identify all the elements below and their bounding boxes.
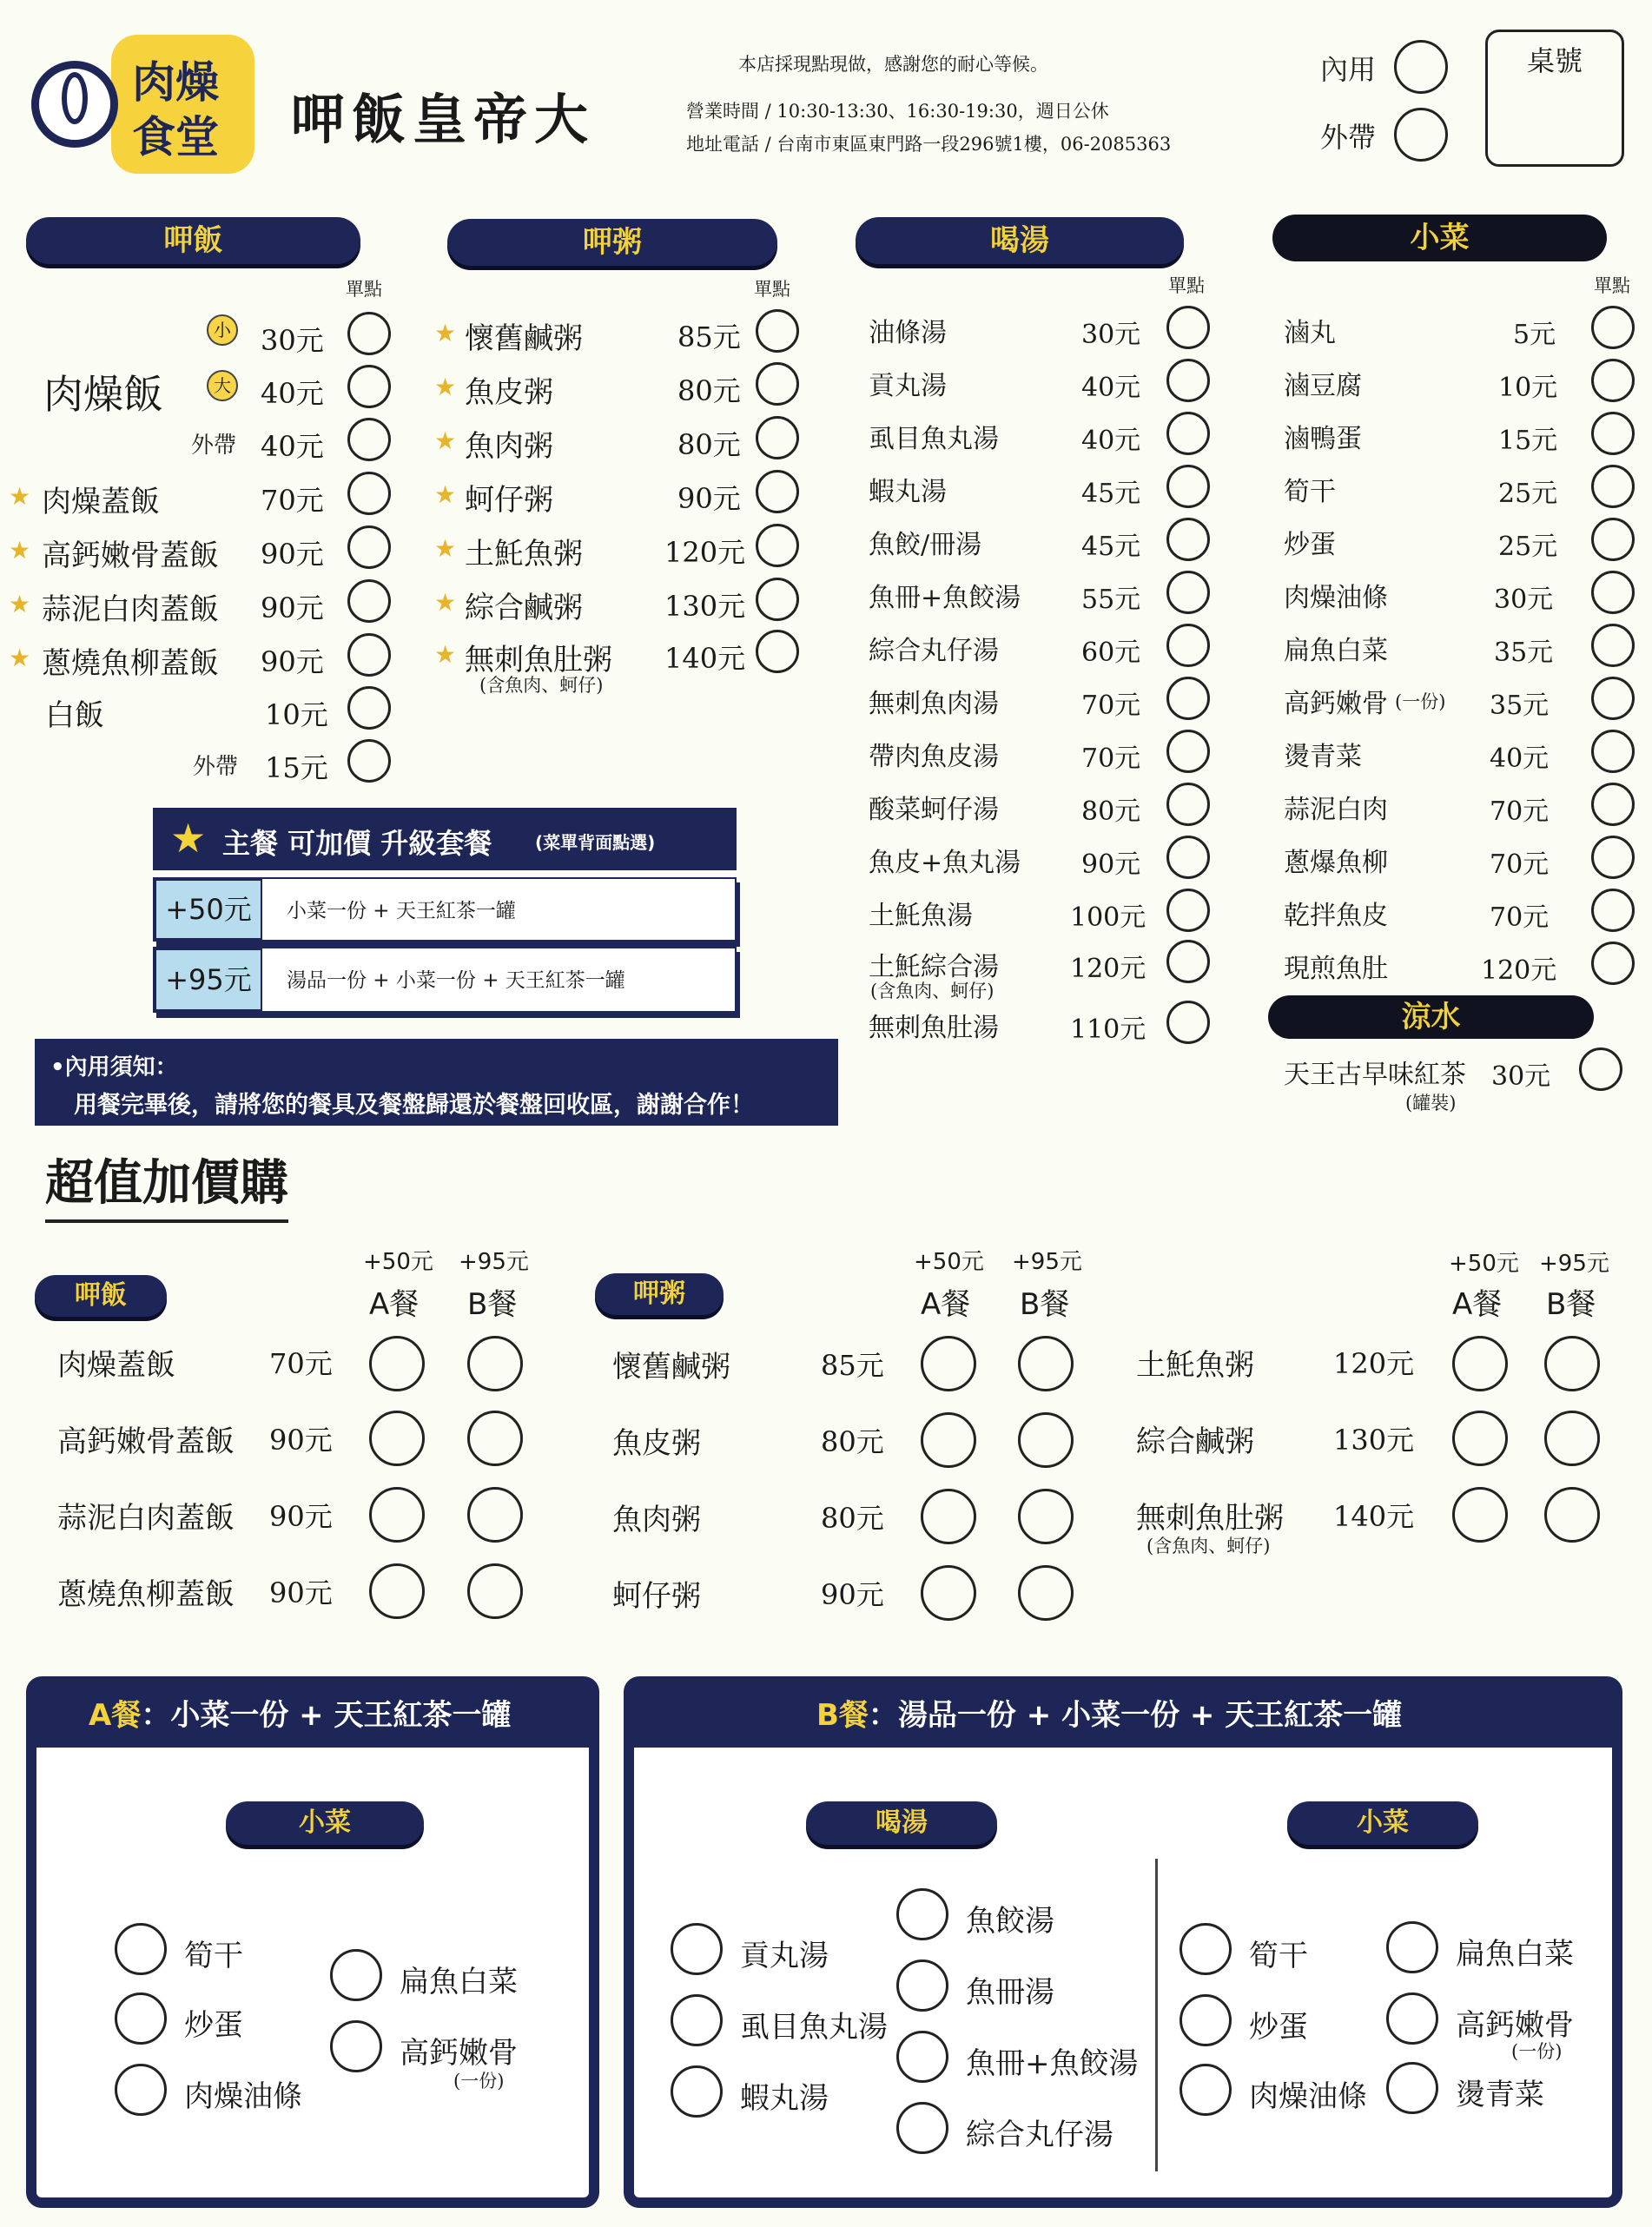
choice-radio[interactable] [1180,1923,1232,1975]
order-checkbox[interactable] [1591,677,1635,720]
item-price: 85元 [821,1349,884,1382]
menu-item-name: 蒜泥白肉 [1284,795,1388,825]
menu-item-name: 滷鴨蛋 [1284,424,1362,454]
menu-item-name: 高鈣嫩骨蓋飯 [42,539,219,573]
a-set-checkbox[interactable] [1452,1487,1508,1543]
order-checkbox[interactable] [1166,571,1210,614]
item-price: 45元 [1081,532,1141,562]
menu-item-name: 土魠綜合湯 [869,952,999,982]
item-price: 70元 [1490,849,1550,880]
item-price: 90元 [1081,849,1141,880]
b-set-checkbox[interactable] [1544,1411,1600,1466]
choice-radio[interactable] [896,2102,948,2154]
dine-in-checkbox[interactable] [1394,40,1448,94]
addon-porridge-header: 呷粥 [595,1273,724,1315]
order-checkbox[interactable] [1591,730,1635,773]
menu-item-name: 酸菜蚵仔湯 [869,795,999,825]
item-note: (一份) [1511,2041,1563,2062]
order-checkbox[interactable] [1591,783,1635,826]
addon-title: 超值加價購 [45,1145,288,1223]
item-price: 30元 [1494,585,1554,615]
item-price: 90元 [269,1424,333,1457]
star-icon: ★ [434,426,457,455]
menu-item-name: 肉燥蓋飯 [42,485,160,519]
a-set-checkbox[interactable] [1452,1336,1508,1391]
menu-item-name: 魚肉粥 [612,1503,701,1537]
choice-radio[interactable] [671,2065,723,2118]
item-price: 80元 [821,1425,884,1458]
menu-item-name: 蚵仔粥 [612,1579,701,1614]
a-price-label: +50元 [363,1249,433,1275]
logo-text-top: 肉燥 [132,56,219,108]
choice-label: 筍干 [1249,1939,1308,1973]
menu-item-name: 魚皮+魚丸湯 [869,848,1021,878]
item-price: 90元 [261,538,324,571]
a-price-label: +50元 [914,1249,984,1275]
order-checkbox[interactable] [347,312,391,355]
choice-label: 筍干 [184,1939,243,1973]
choice-radio[interactable] [1386,1921,1438,1973]
a-set-checkbox[interactable] [369,1487,425,1543]
item-price: 90元 [269,1576,333,1609]
choice-radio[interactable] [896,1959,948,2012]
order-checkbox[interactable] [1166,889,1210,932]
item-price: 120元 [1070,954,1146,984]
size-large-badge: 大 [207,370,238,401]
menu-item-name: 肉燥油條 [1284,583,1388,613]
order-checkbox[interactable] [1591,518,1635,561]
menu-item-name: 扁魚白菜 [1284,636,1388,666]
set-b-side-header: 小菜 [1287,1801,1478,1845]
item-note: (含魚肉、蚵仔) [479,675,604,696]
item-price: 80元 [821,1502,884,1535]
menu-item-name: 魚皮粥 [612,1426,701,1461]
order-checkbox[interactable] [1591,359,1635,402]
item-price: 130元 [664,590,746,623]
item-price: 70元 [1490,902,1550,933]
order-checkbox[interactable] [1166,359,1210,402]
choice-radio[interactable] [671,1994,723,2046]
item-price: 70元 [1490,796,1550,827]
logo-seal-icon [31,61,118,148]
soup-single-label: 單點 [1168,275,1205,296]
addon-rice-header: 呷飯 [35,1275,167,1317]
order-checkbox[interactable] [756,630,799,673]
upgrade-subtitle: (菜單背面點選) [535,832,656,853]
item-price: 35元 [1490,691,1550,721]
menu-item-name: 滷豆腐 [1284,371,1362,401]
set-a-label: A餐 [89,1698,142,1733]
a-set-checkbox[interactable] [369,1563,425,1619]
item-price: 10元 [1498,373,1558,403]
upgrade-price-a: +50元 [155,879,262,940]
shop-hours: 營業時間 / 10:30-13:30、16:30-19:30，週日公休 [686,101,1109,122]
menu-item-name: 綜合丸仔湯 [869,636,999,666]
order-checkbox[interactable] [1166,412,1210,455]
menu-item-name: 燙青菜 [1284,742,1362,772]
menu-item-name: 蔥爆魚柳 [1284,848,1388,878]
item-price: 70元 [269,1347,333,1380]
b-set-checkbox[interactable] [467,1411,523,1466]
takeout-label: 外帶 [193,754,239,780]
order-checkbox[interactable] [1166,518,1210,561]
item-price: 70元 [1081,691,1141,721]
menu-item-name: 貢丸湯 [869,371,947,401]
item-price: 25元 [1498,532,1558,562]
order-checkbox[interactable] [1591,624,1635,667]
dine-in-label: 內用 [1320,53,1377,86]
menu-item-name: 無刺魚肚粥 [1136,1501,1284,1536]
choice-label: 扁魚白菜 [1456,1937,1574,1972]
choice-label: 虱目魚丸湯 [740,2010,888,2045]
side-header: 小菜 [1272,215,1607,261]
a-set-checkbox[interactable] [921,1489,976,1544]
order-checkbox[interactable] [1591,889,1635,932]
a-price-label: +50元 [1449,1251,1519,1277]
item-price: 60元 [1081,638,1141,668]
order-checkbox[interactable] [1166,730,1210,773]
star-icon: ★ [9,536,31,565]
choice-label: 扁魚白菜 [400,1965,518,1999]
choice-label: 綜合丸仔湯 [966,2118,1113,2152]
order-checkbox[interactable] [756,309,799,353]
b-set-label: B餐 [1546,1287,1596,1322]
choice-radio[interactable] [115,2064,167,2116]
star-icon: ★ [9,644,31,672]
menu-item-name: 土魠魚粥 [465,537,583,572]
choice-label: 炒蛋 [184,2008,243,2043]
b-price-label: +95元 [1012,1249,1082,1275]
item-price: 80元 [677,428,741,461]
menu-item-name: 白飯 [45,698,104,733]
choice-radio[interactable] [1386,2062,1438,2114]
menu-item-name: 乾拌魚皮 [1284,901,1388,931]
order-checkbox[interactable] [347,686,391,730]
b-price-label: +95元 [1539,1251,1609,1277]
upgrade-title: 主餐 可加價 升級套餐 [222,827,492,860]
choice-radio[interactable] [115,1923,167,1975]
set-b-desc: ：湯品一份 + 小菜一份 + 天王紅茶一罐 [868,1698,1403,1733]
menu-item-name: 筍干 [1284,477,1336,507]
item-price: 85元 [677,321,741,354]
item-price: 25元 [1498,479,1558,509]
soup-header: 喝湯 [856,217,1184,264]
choice-label: 魚餃湯 [966,1904,1054,1939]
b-set-checkbox[interactable] [1018,1412,1074,1468]
order-checkbox[interactable] [1166,624,1210,667]
item-price: 90元 [821,1578,884,1611]
star-icon: ★ [434,373,457,401]
menu-item-name: 無刺魚肚湯 [869,1013,999,1043]
choice-radio[interactable] [896,1888,948,1940]
choice-label: 炒蛋 [1249,2010,1308,2045]
order-checkbox[interactable] [1166,1001,1210,1044]
a-set-checkbox[interactable] [369,1336,425,1391]
a-set-label: A餐 [921,1287,971,1322]
choice-label: 肉燥油條 [184,2079,302,2114]
item-price: 140元 [1333,1500,1415,1533]
order-checkbox[interactable] [1579,1047,1622,1091]
menu-item-name: 虱目魚丸湯 [869,424,999,454]
order-checkbox[interactable] [347,633,391,677]
menu-item-name: 蒜泥白肉蓋飯 [42,592,219,627]
takeout-label: 外帶 [191,433,237,459]
item-price: 80元 [677,374,741,407]
drink-header: 涼水 [1268,995,1594,1039]
choice-radio[interactable] [896,2031,948,2083]
item-note: (含魚肉、蚵仔) [1146,1536,1271,1556]
a-set-checkbox[interactable] [921,1565,976,1621]
item-price: 70元 [1081,743,1141,774]
drink-name: 天王古早味紅茶 [1284,1060,1466,1090]
table-number-box[interactable] [1485,30,1624,167]
item-note: (一份) [453,2071,505,2092]
menu-item-name: 懷舊鹹粥 [612,1350,730,1384]
choice-radio[interactable] [671,1923,723,1975]
item-price: 5元 [1513,320,1556,350]
dine-notice [35,1039,838,1126]
choice-label: 魚冊湯 [966,1975,1054,2010]
b-price-label: +95元 [459,1249,529,1275]
menu-item-name: 綜合鹹粥 [465,591,583,625]
item-price: 15元 [1498,426,1558,456]
star-icon: ★ [434,588,457,617]
item-price: 90元 [261,645,324,678]
menu-item-name: 魚皮粥 [465,375,553,410]
star-icon: ★ [9,590,31,618]
a-set-checkbox[interactable] [369,1411,425,1466]
order-checkbox[interactable] [347,525,391,569]
choice-label: 蝦丸湯 [740,2081,829,2116]
item-price: 110元 [1070,1014,1146,1045]
dine-notice-text: 用餐完畢後，請將您的餐具及餐盤歸還於餐盤回收區，謝謝合作！ [74,1092,754,1119]
order-checkbox[interactable] [347,579,391,623]
item-price: 40元 [1081,426,1141,456]
set-b-label: B餐 [816,1698,869,1733]
choice-radio[interactable] [1180,2064,1232,2116]
order-checkbox[interactable] [756,524,799,567]
star-icon: ★ [434,640,457,669]
star-icon: ★ [9,482,31,511]
order-checkbox[interactable] [347,472,391,515]
choice-radio[interactable] [1180,1994,1232,2046]
shop-address: 地址電話 / 台南市東區東門路一段296號1樓，06-2085363 [686,134,1172,155]
choice-radio[interactable] [330,1949,382,2001]
order-checkbox[interactable] [1166,677,1210,720]
menu-item-name: 魚冊+魚餃湯 [869,583,1021,613]
table-number-label: 桌號 [1526,44,1583,77]
drink-note: (罐裝) [1405,1093,1457,1114]
menu-item-name: 油條湯 [869,318,947,348]
menu-item-name: 高鈣嫩骨 [1284,689,1388,719]
item-price: 10元 [265,698,328,731]
item-price: 100元 [1070,902,1146,933]
menu-item-name: 滷丸 [1284,318,1336,348]
menu-item-name: 土魠魚粥 [1136,1348,1254,1383]
order-checkbox[interactable] [1166,940,1210,983]
rice-header: 呷飯 [26,217,360,264]
order-checkbox[interactable] [1591,942,1635,985]
set-a-header [36,1687,589,1748]
item-price: 120元 [1481,955,1557,986]
a-set-label: A餐 [1452,1287,1503,1322]
choice-label: 高鈣嫩骨 [1456,2008,1574,2043]
menu-item-name: 無刺魚肉湯 [869,689,999,719]
choice-label: 肉燥油條 [1249,2079,1367,2114]
menu-item-name: 蔥燒魚柳蓋飯 [57,1577,235,1612]
menu-item-name: 肉燥蓋飯 [57,1348,175,1383]
size-small-badge: 小 [207,314,238,346]
menu-item-name: 魚肉粥 [465,429,553,464]
item-price: 45元 [1081,479,1141,509]
b-set-label: B餐 [467,1287,518,1322]
order-checkbox[interactable] [1591,412,1635,455]
b-set-label: B餐 [1020,1287,1070,1322]
a-set-checkbox[interactable] [921,1412,976,1468]
menu-item-name: 土魠魚湯 [869,901,973,931]
menu-item-name: 蔥燒魚柳蓋飯 [42,646,219,681]
shop-name: 呷飯皇帝大 [291,88,596,151]
a-set-checkbox[interactable] [1452,1411,1508,1466]
item-price: 40元 [1490,743,1550,774]
order-checkbox[interactable] [1591,465,1635,508]
takeout-label: 外帶 [1320,121,1377,154]
item-price: 130元 [1333,1424,1415,1457]
menu-item-name: 蚵仔粥 [465,483,553,518]
a-set-label: A餐 [369,1287,420,1322]
order-checkbox[interactable] [1166,465,1210,508]
set-b-header [634,1687,1612,1748]
item-note: (一份) [1395,691,1446,712]
item-note: (含魚肉、蚵仔) [870,981,995,1001]
order-checkbox[interactable] [756,470,799,513]
drink-price: 30元 [1491,1061,1551,1092]
item-price: 120元 [664,536,746,569]
item-price: 40元 [261,430,324,463]
order-checkbox[interactable] [1591,571,1635,614]
star-icon: ★ [434,480,457,509]
b-set-checkbox[interactable] [1018,1336,1074,1391]
set-a-side-header: 小菜 [226,1801,424,1845]
upgrade-price-b: +95元 [155,948,262,1011]
item-price: 15元 [265,751,328,784]
b-set-checkbox[interactable] [1018,1489,1074,1544]
b-set-checkbox[interactable] [1544,1336,1600,1391]
choice-radio[interactable] [115,1992,167,2045]
set-a-panel [26,1676,599,2208]
choice-label: 魚冊+魚餃湯 [966,2046,1139,2081]
menu-item-name: 帶肉魚皮湯 [869,742,999,772]
order-checkbox[interactable] [347,739,391,783]
menu-item-name: 懷舊鹹粥 [465,321,583,356]
choice-radio[interactable] [330,2020,382,2072]
upgrade-desc-b: 湯品一份 + 小菜一份 + 天王紅茶一罐 [287,969,625,992]
menu-item-name: 無刺魚肚粥 [465,643,612,677]
order-checkbox[interactable] [756,578,799,621]
item-price: 80元 [1081,796,1141,827]
logo-text-bottom: 食堂 [132,111,219,162]
menu-item-name: 蝦丸湯 [869,477,947,507]
order-checkbox[interactable] [1591,306,1635,349]
a-set-checkbox[interactable] [921,1336,976,1391]
item-price: 90元 [261,591,324,624]
star-icon: ★ [434,534,457,563]
meat-rice-name: 肉燥飯 [43,371,163,418]
menu-item-name: 現煎魚肚 [1284,954,1388,984]
side-single-label: 單點 [1594,275,1630,296]
item-price: 40元 [261,377,324,410]
dine-notice-title: •內用須知： [50,1054,178,1080]
star-icon: ★ [170,815,207,862]
order-checkbox[interactable] [1591,836,1635,879]
porridge-single-label: 單點 [754,279,790,300]
menu-item-name: 魚餃/冊湯 [869,530,982,560]
porridge-header: 呷粥 [447,219,777,266]
menu-item-name: 蒜泥白肉蓋飯 [57,1501,235,1536]
choice-radio[interactable] [1386,1992,1438,2045]
set-a-desc: ：小菜一份 + 天王紅茶一罐 [141,1698,512,1733]
item-price: 30元 [1081,320,1141,350]
b-set-checkbox[interactable] [467,1563,523,1619]
order-checkbox[interactable] [347,418,391,461]
menu-item-name: 炒蛋 [1284,530,1336,560]
order-checkbox[interactable] [756,416,799,459]
shop-notice: 本店採現點現做，感謝您的耐心等候。 [738,54,1048,75]
item-price: 40元 [1081,373,1141,403]
divider [1155,1859,1158,2171]
item-price: 55元 [1081,585,1141,615]
takeout-checkbox[interactable] [1394,108,1448,162]
item-price: 90元 [269,1500,333,1533]
item-price: 120元 [1333,1347,1415,1380]
item-price: 140元 [664,642,746,675]
b-set-checkbox[interactable] [1544,1487,1600,1543]
item-price: 70元 [261,484,324,517]
choice-label: 高鈣嫩骨 [400,2036,518,2071]
choice-label: 燙青菜 [1456,2078,1544,2112]
b-set-checkbox[interactable] [1018,1565,1074,1621]
item-price: 30元 [261,324,324,357]
order-checkbox[interactable] [347,365,391,408]
star-icon: ★ [434,319,457,347]
menu-item-name: 綜合鹹粥 [1136,1424,1254,1459]
choice-label: 貢丸湯 [740,1939,829,1973]
menu-item-name: 高鈣嫩骨蓋飯 [57,1424,235,1459]
order-checkbox[interactable] [1166,306,1210,349]
set-b-panel [624,1676,1622,2208]
order-checkbox[interactable] [756,362,799,406]
order-checkbox[interactable] [1166,783,1210,826]
rice-single-label: 單點 [346,279,382,300]
upgrade-header [153,808,737,870]
order-checkbox[interactable] [1166,836,1210,879]
b-set-checkbox[interactable] [467,1336,523,1391]
set-b-soup-header: 喝湯 [806,1801,997,1845]
item-price: 35元 [1494,638,1554,668]
b-set-checkbox[interactable] [467,1487,523,1543]
upgrade-desc-a: 小菜一份 + 天王紅茶一罐 [287,900,516,922]
item-price: 90元 [677,482,741,515]
